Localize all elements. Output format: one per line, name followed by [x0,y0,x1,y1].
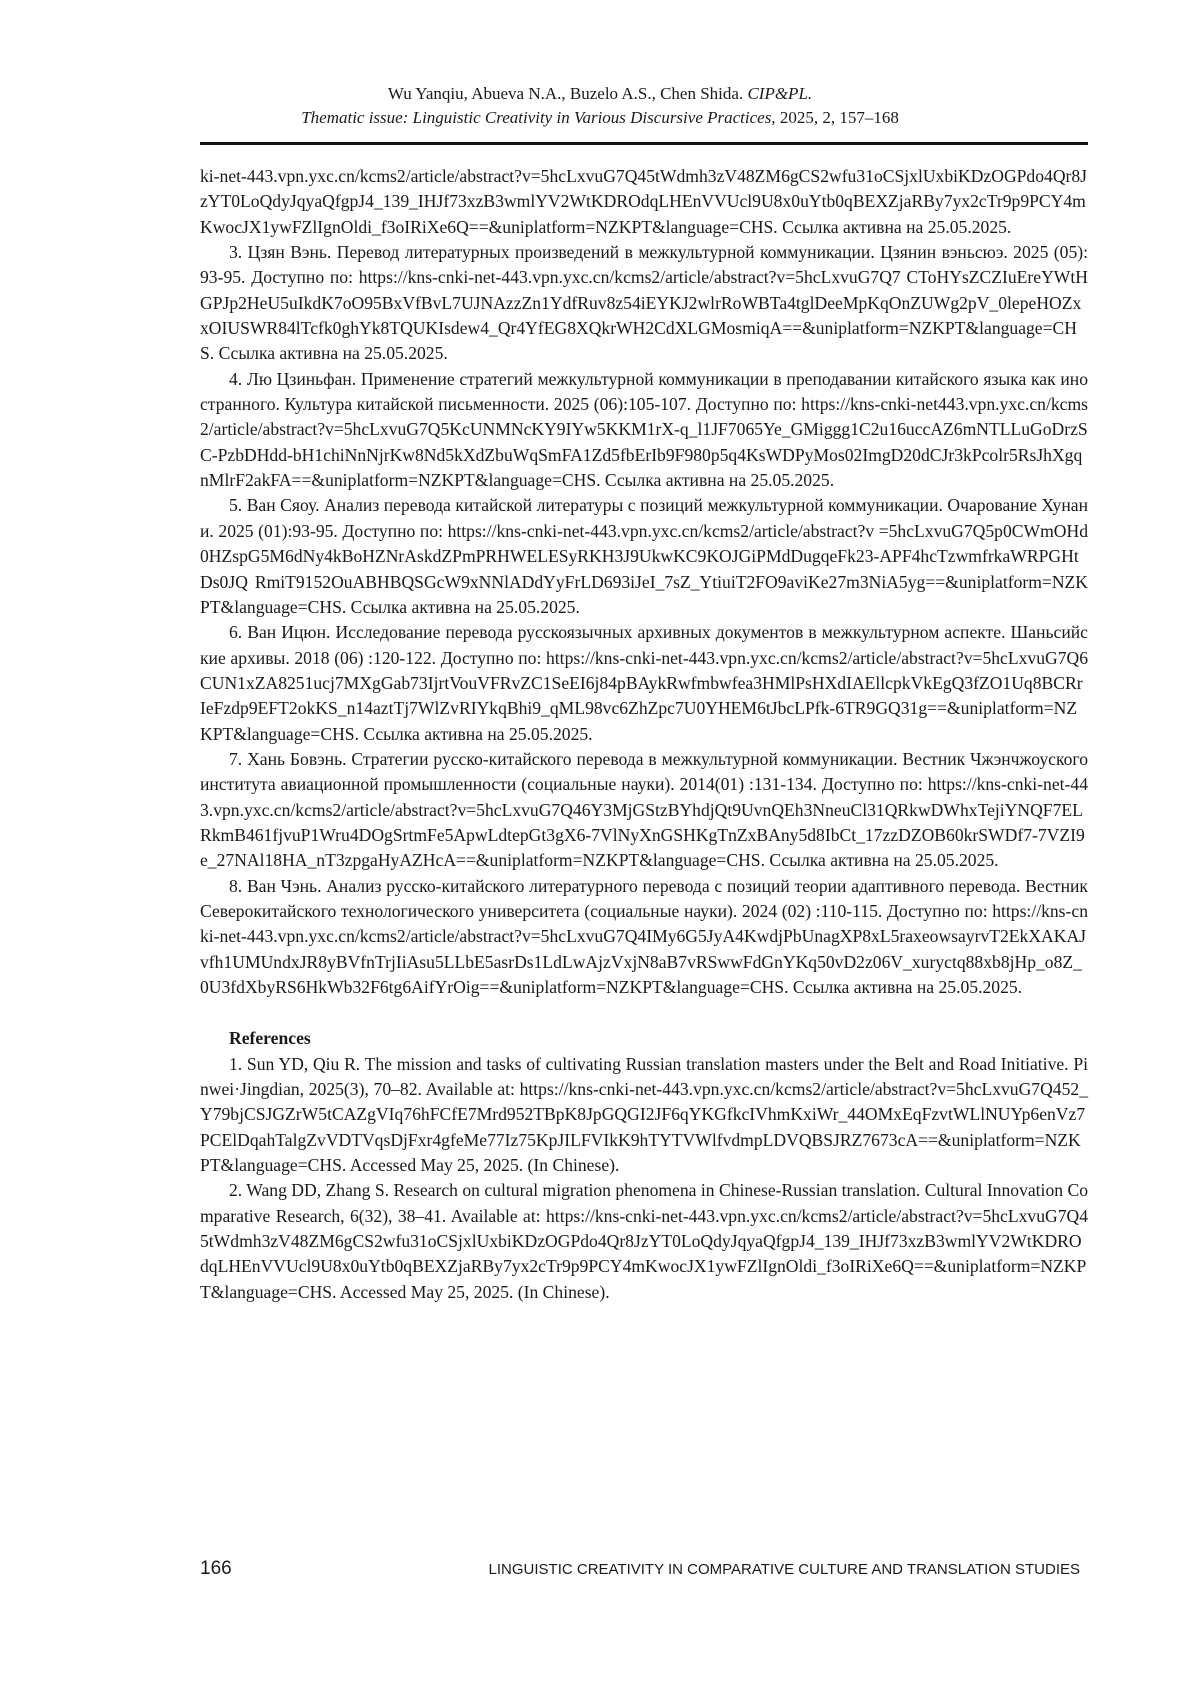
header-issue-title: Thematic issue: Linguistic Creativity in Various Discursive Practices, [301,108,776,127]
reference-entry-continued: ki-net-443.vpn.yxc.cn/kcms2/article/abstract?v=5hcLxvuG7Q45tWdmh3zV48ZM6gCS2wfu31oCSjxlUxbiKDzOGPdo4Qr8JzYT0LoQdyJqyaQfgpJ4_139_IHJf73xzB3wmlYV2WtKDROdqLHEnVVUcl9U8x0uYtb0qBEXZjaRBy7yx2cTr9p9PCY4mKwocJX1ywFZlIgnOldi_f3oIRiXe6Q==&uniplatform=NZKPT&language=CHS. Ссылка активна на 25.05.2025. [200,166,1088,237]
running-footer-title: LINGUISTIC CREATIVITY IN COMPARATIVE CULTURE AND TRANSLATION STUDIES [488,1561,1080,1578]
page-number: 166 [200,1558,232,1579]
english-reference-2: 2. Wang DD, Zhang S. Research on cultural migration phenomena in Chinese-Russian translation. Cultural Innovation Comparative Research, 6(32), 38–41. Available at: https://kns-cnki-net-443.vpn.yxc.cn/kcms2/article/abstract?v=5hcLxvuG7Q45tWdmh3zV48ZM6gCS2wfu31oCSjxlUxbiKDzOGPdo4Qr8JzYT0LoQdyJqyaQfgpJ4_139_IHJf73xzB3wmlYV2WtKDROdqLHEnVVUcl9U8x0uYtb0qBEXZjaRBy7yx2cTr9p9PCY4mKwocJX1ywFZlIgnOldi_f3oIRiXe6Q==&uniplatform=NZKPT&language=CHS. Accessed May 25, 2025. (In Chinese). [200,1180,1088,1302]
reference-entry-5: 5. Ван Сяоу. Анализ перевода китайской литературы с позиций межкультурной коммуникации. Очарование Хунани. 2025 (01):93-95. Доступно по: https://kns-cnki-net-443.vpn.yxc.cn/kcms2/article/abstract?v =5hcLxvuG7Q5p0CWmOHd0HZspG5M6dNy4kBoHZNrAskdZPmPRHWELESyRKH3J9UkwKC9KOJGiPMdDugqeFk23-APF4hcTzwmfrkaWRPGHtDs0JQ RmiT9152OuABHBQSGcW9xNNlADdYyFrLD693iJeI_7sZ_YtiuiT2FO9aviKe27m3NiA5yg==&uniplatform=NZKPT&language=CHS. Ссылка активна на 25.05.2025. [200,495,1088,617]
header-issue-line [200,106,1000,130]
reference-entry-3: 3. Цзян Вэнь. Перевод литературных произведений в межкультурной коммуникации. Цзянин вэньсюэ. 2025 (05): 93-95. Доступно по: https://kns-cnki-net-443.vpn.yxc.cn/kcms2/article/abstract?v=5hcLxvuG7Q7 CToHYsZCZIuEreYWtHGPJp2HeU5uIkdK7oO95BxVfBvL7UJNAzzZn1YdfRuv8z54iEYKJ2wlrRoWBTa4tglDeeMpKqOnZUWg2pV_0lepeHOZxxOIUSWR84lTcfk0ghYk8TQUKIsdew4_Qr4YfEG8XQkrWH2CdXLGMosmiqA==&uniplatform=NZKPT&language=CHS. Ссылка активна на 25.05.2025. [200,242,1088,364]
header-authors-line [200,82,1000,106]
reference-list [200,164,1088,1305]
reference-entry-7: 7. Хань Бовэнь. Стратегии русско-китайского перевода в межкультурной коммуникации. Вестник Чжэнчжоуского института авиационной промышленности (социальные науки). 2014(01) :131-134. Доступно по: https://kns-cnki-net-443.vpn.yxc.cn/kcms2/article/abstract?v=5hcLxvuG7Q46Y3MjGStzBYhdjQt9UvnQEh3NneuCl31QRkwDWhxTejiYNQF7ELRkmB461fjvuP1Wru4DOgSrtmFe5ApwLdtepGt3gX6-7VlNyXnGSHKgTnZxBAny5d8IbCt_17zzDZOB60krSWDf7-7VZI9e_27NAl18HA_nT3zpgaHyAZHcA==&uniplatform=NZKPT&language=CHS. Ссылка активна на 25.05.2025. [200,748,1088,871]
header-journal-abbr: CIP&PL. [747,84,813,103]
header-divider [200,142,1088,145]
header-authors: Wu Yanqiu, Abueva N.A., Buzelo A.S., Chen Shida. [387,84,748,103]
english-reference-1: 1. Sun YD, Qiu R. The mission and tasks of cultivating Russian translation masters under the Belt and Road Initiative. Pinwei·Jingdian, 2025(3), 70–82. Available at: https://kns-cnki-net-443.vpn.yxc.cn/kcms2/article/abstract?v=5hcLxvuG7Q452_Y79bjCSJGZrW5tCAZgVIq76hFCfE7Mrd952TBpK8JpGQGI2JF6qYKGfkcIVhmKxiWr_44OMxEqFzvtWLlNUYp6enVz7PCElDqahTalgZvVDTVqsDjFxr4gfeMe77Iz75KpJILFVIkK9hTYTVWlfvdmpLDVQBSJRZ7673cA==&uniplatform=NZKPT&language=CHS. Accessed May 25, 2025. (In Chinese). [200,1053,1088,1176]
reference-entry-4: 4. Лю Цзиньфан. Применение стратегий межкультурной коммуникации в преподавании китайского языка как иностранного. Культура китайской письменности. 2025 (06):105-107. Доступно по: https://kns-cnki-net443.vpn.yxc.cn/kcms2/article/abstract?v=5hcLxvuG7Q5KcUNMNcKY9IYw5KKM1rX-q_l1JF7065Ye_GMiggg1C2u16uccAZ6mNTLLuGoDrzSC-PzbDHdd-bH1chiNnNjrKw8Nd5kXdZbuWqSmFA1Zd5fbErIb9F980p5q4KsWDPyMos02ImgD20dCJr3kPcolr5RsJhXgqnMlrF2akFA==&uniplatform=NZKPT&language=CHS. Ссылка активна на 25.05.2025. [200,368,1088,491]
references-heading: References [229,1028,311,1049]
header-issue-details: 2025, 2, 157–168 [775,108,899,127]
reference-entry-8: 8. Ван Чэнь. Анализ русско-китайского литературного перевода с позиций теории адаптивного перевода. Вестник Северокитайского технологического университета (социальные науки). 2024 (02) :110-115. Доступно по: https://kns-cnki-net-443.vpn.yxc.cn/kcms2/article/abstract?v=5hcLxvuG7Q4IMy6G5JyA4KwdjPbUnagXP8xL5raxeowsayrvT2EkXAKAJvfh1UMUndxJR8yBVfnTrjIiAsu5LLbE5asrDs1LdLwAjzVxjN8aB7vRSwwFdGnYKq50vD2z06V_xuryctq88xb8jHp_o8Z_0U3fdXbyRS6HkWb32F6tg6AifYrOig==&uniplatform=NZKPT&language=CHS. Ссылка активна на 25.05.2025. [200,875,1088,997]
running-header [200,82,1000,130]
reference-entry-6: 6. Ван Ицюн. Исследование перевода русскоязычных архивных документов в межкультурном аспекте. Шаньсийские архивы. 2018 (06) :120-122. Доступно по: https://kns-cnki-net-443.vpn.yxc.cn/kcms2/article/abstract?v=5hcLxvuG7Q6CUN1xZA8251ucj7MXgGab73IjrtVouVFRvZC1SeEI6j84pBAykRwfmbwfea3HMlPsHXdIAEllcpkVkEgQ3fZO1Uq8BCRrIeFzdp9EFT2okKS_n14aztTj7WlZvRIYkqBhi9_qML98vc6ZhZpc7U0YHEM6tJbcLPfk-6TR9GQ31g==&uniplatform=NZKPT&language=CHS. Ссылка активна на 25.05.2025. [200,622,1088,744]
